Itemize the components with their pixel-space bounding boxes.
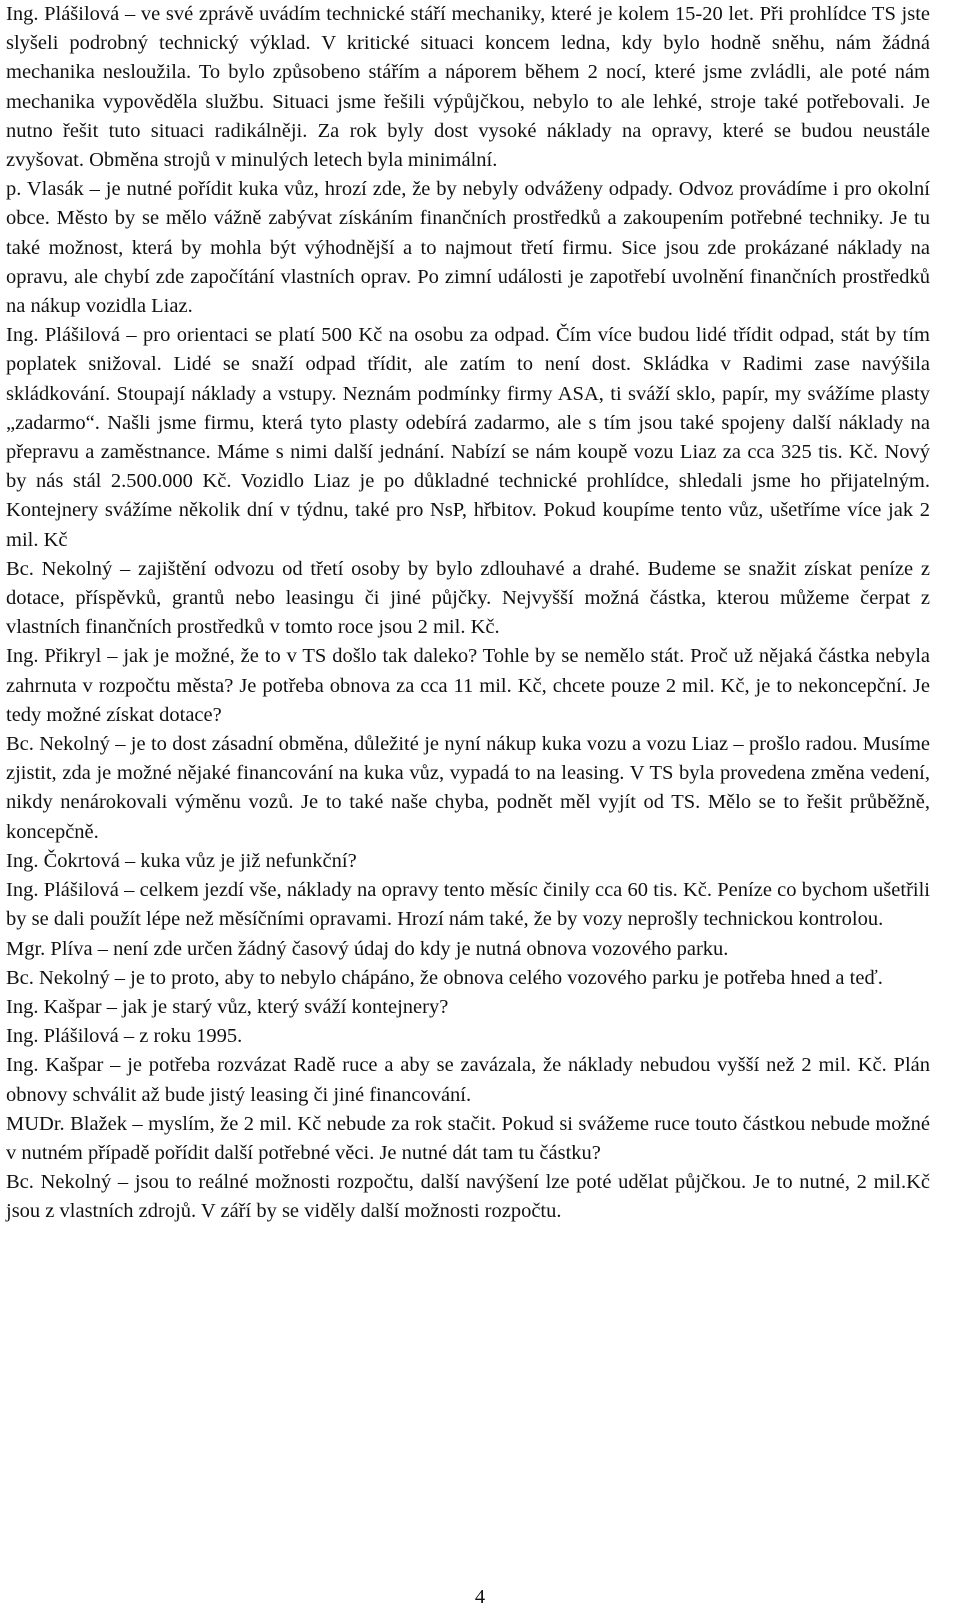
paragraph: Ing. Plášilová – ve své zprávě uvádím technické stáří mechaniky, které je kolem 15-20 let. Při prohlídce TS jste slyšeli podrobný technický výklad. V kritické situaci koncem ledna, kdy bylo hodně sněhu, nám žádná mechanika nesloužila. To bylo způsobeno stářím a náporem během 2 nocí, které jsme zvládli, ale poté nám mechanika vypověděla službu. Situaci jsme řešili výpůjčkou, nebylo to ale lehké, stroje také potřebovali. Je nutno řešit tuto situaci radikálněji. Za rok byly dost vysoké náklady na opravy, které se budou neustále zvyšovat. Obměna strojů v minulých letech byla minimální. (6, 3, 930, 172)
paragraph: Ing. Plášilová – z roku 1995. (6, 1025, 243, 1048)
paragraph: Bc. Nekolný – je to dost zásadní obměna, důležité je nyní nákup kuka vozu a vozu Liaz – prošlo radou. Musíme zjistit, zda je možné nějaké financování na kuka vůz, vypadá to na leasing. V TS byla provedena změna vedení, nikdy nenárokovali výměnu vozů. Je to také naše chyba, podnět měl vyjít od TS. Mělo se to řešit průběžně, koncepčně. (6, 733, 930, 843)
paragraph: Ing. Čokrtová – kuka vůz je již nefunkční? (6, 849, 357, 872)
paragraph: Ing. Plášilová – pro orientaci se platí 500 Kč na osobu za odpad. Čím více budou lidé třídit odpad, stát by tím poplatek snižoval. Lidé se snaží odpad třídit, ale zatím to není dost. Skládka v Radimi zase navýšila skládkování. Stoupají náklady a vstupy. Neznám podmínky firmy ASA, ti sváží sklo, papír, my svážíme plasty „zadarmo“. Našli jsme firmu, která tyto plasty odebírá zadarmo, ale s tím jsou také spojeny další náklady na přepravu a zaměstnance. Máme s nimi další jednání. Nabízí se nám koupě vozu Liaz za cca 325 tis. Kč. Nový by nás stál 2.500.000 Kč. Vozidlo Liaz je po důkladné technické prohlídce, shledali jsme ho přijatelným. Kontejnery svážíme několik dní v týdnu, také pro NsP, hřbitov. Pokud koupíme tento vůz, ušetříme více jak 2 mil. Kč (6, 324, 930, 551)
paragraph: p. Vlasák – je nutné pořídit kuka vůz, hrozí zde, že by nebyly odváženy odpady. Odvoz provádíme i pro okolní obce. Město by se mělo vážně zabývat získáním finančních prostředků a zakoupením potřebné techniky. Je tu také možnost, která by mohla být výhodnější a to najmout třetí firmu. Sice jsou zde prokázané náklady na opravu, ale chybí zde započítání vlastních oprav. Po zimní události je zapotřebí uvolnění finančních prostředků na nákup vozidla Liaz. (6, 178, 930, 318)
paragraph: Bc. Nekolný – zajištění odvozu od třetí osoby by bylo zdlouhavé a drahé. Budeme se snažit získat peníze z dotace, příspěvků, grantů nebo leasingu či jiné půjčky. Nejvyšší možná částka, kterou můžeme čerpat z vlastních finančních prostředků v tomto roce jsou 2 mil. Kč. (6, 557, 930, 639)
page-number: 4 (474, 1586, 486, 1608)
paragraph: Bc. Nekolný – je to proto, aby to nebylo chápáno, že obnova celého vozového parku je potřeba hned a teď. (6, 966, 883, 989)
paragraph: Ing. Kašpar – je potřeba rozvázat Radě ruce a aby se zavázala, že náklady nebudou vyšší než 2 mil. Kč. Plán obnovy schválit až bude jistý leasing či jiné financování. (6, 1054, 930, 1106)
paragraph: Mgr. Plíva – není zde určen žádný časový údaj do kdy je nutná obnova vozového parku. (6, 937, 729, 960)
paragraph: Ing. Přikryl – jak je možné, že to v TS došlo tak daleko? Tohle by se nemělo stát. Proč už nějaká částka nebyla zahrnuta v rozpočtu města? Je potřeba obnova za cca 11 mil. Kč, chcete pouze 2 mil. Kč, je to nekoncepční. Je tedy možné získat dotace? (6, 645, 930, 726)
paragraph: MUDr. Blažek – myslím, že 2 mil. Kč nebude za rok stačit. Pokud si svážeme ruce touto částkou nebude možné v nutném případě pořídit další potřebné věci. Je nutné dát tam tu částku? (6, 1112, 930, 1164)
paragraph: Ing. Plášilová – celkem jezdí vše, náklady na opravy tento měsíc činily cca 60 tis. Kč. Peníze co bychom ušetřili by se dali použít lépe než měsíčními opravami. Hrozí nám také, že by vozy neprošly technickou kontrolou. (6, 879, 930, 931)
paragraph: Bc. Nekolný – jsou to reálné možnosti rozpočtu, další navýšení lze poté udělat půjčkou. Je to nutné, 2 mil.Kč jsou z vlastních zdrojů. V září by se viděly další možnosti rozpočtu. (6, 1171, 930, 1223)
document-page (6, 0, 930, 1227)
paragraph: Ing. Kašpar – jak je starý vůz, který sváží kontejnery? (6, 995, 449, 1018)
